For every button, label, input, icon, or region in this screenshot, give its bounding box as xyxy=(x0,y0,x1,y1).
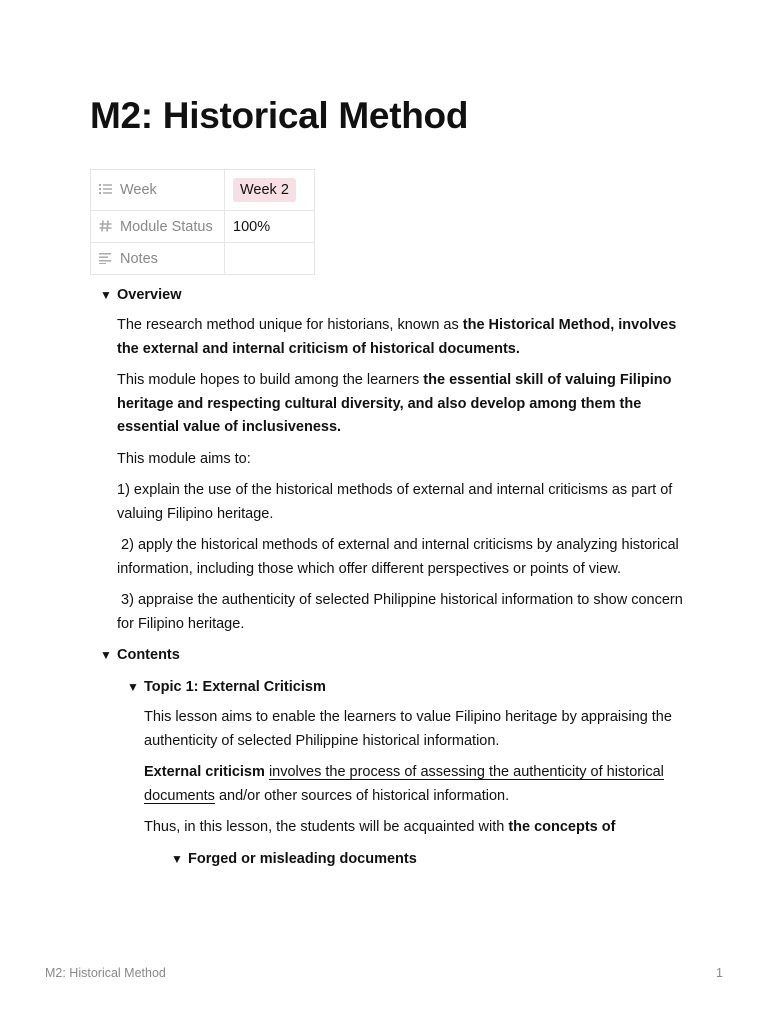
property-row-module-status xyxy=(91,211,315,243)
paragraph: This module hopes to build among the learners the essential skill of valuing Filipino heritage and respecting cultural diversity, and also develop among them the essential value of inclusiveness. xyxy=(117,372,672,435)
properties-table xyxy=(90,169,315,275)
property-label: Module Status xyxy=(120,218,213,235)
toggle-overview[interactable] xyxy=(100,284,690,306)
property-key-notes xyxy=(91,243,225,275)
overview-body xyxy=(100,314,690,636)
aim-item: 2) apply the historical methods of external and internal criticisms by analyzing historical information, including those which offer different perspectives or points of view. xyxy=(117,537,683,577)
week-tag[interactable]: Week 2 xyxy=(233,178,296,202)
property-key-module-status xyxy=(91,211,225,243)
paragraph: The research method unique for historians, known as the Historical Method, involves the external and internal criticism of historical documents. xyxy=(117,317,677,357)
toggle-open-icon[interactable]: ▼ xyxy=(171,851,183,866)
text-lines-icon xyxy=(99,252,112,264)
property-value-week[interactable] xyxy=(225,170,315,211)
bold-text: External criticism xyxy=(144,764,265,780)
property-value-module-status[interactable]: 100% xyxy=(225,211,315,243)
toggle-open-icon[interactable]: ▼ xyxy=(100,288,112,302)
property-label: Week xyxy=(120,182,157,198)
paragraph: This lesson aims to enable the learners to value Filipino heritage by appraising the authenticity of selected Philippine historical information. xyxy=(144,709,672,749)
paragraph: This module aims to: xyxy=(117,450,251,467)
underlined-text: involves the process of assessing the authenticity of historical documents xyxy=(144,764,664,804)
property-value-notes[interactable] xyxy=(225,243,315,275)
toggle-heading: Forged or misleading documents xyxy=(188,850,417,867)
footer-page-number: 1 xyxy=(716,966,723,980)
toggle-topic-1[interactable] xyxy=(127,676,690,698)
subtoggle-container xyxy=(144,848,690,870)
page-content xyxy=(100,284,690,870)
toggle-forged-documents[interactable] xyxy=(171,848,690,870)
contents-body xyxy=(100,676,690,870)
bold-text: the essential skill of valuing Filipino heritage and respecting cultural diversity, and also develop among them the essential value of inclusiveness. xyxy=(117,372,672,435)
property-row-week xyxy=(91,170,315,211)
toggle-open-icon[interactable]: ▼ xyxy=(127,680,139,694)
list-icon xyxy=(99,183,112,195)
toggle-contents[interactable] xyxy=(100,644,690,666)
property-label: Notes xyxy=(120,250,158,267)
hash-icon xyxy=(99,220,112,232)
aim-item: 1) explain the use of the historical methods of external and internal criticisms as part of valuing Filipino heritage. xyxy=(117,482,673,522)
bold-text: the concepts of xyxy=(508,819,616,835)
footer-title: M2: Historical Method xyxy=(45,966,166,980)
property-key-week xyxy=(91,170,225,211)
aim-item: 3) appraise the authenticity of selected Philippine historical information to show concern for Filipino heritage. xyxy=(117,592,687,632)
page-title: M2: Historical Method xyxy=(90,95,469,136)
toggle-heading: Overview xyxy=(117,287,182,303)
paragraph: Thus, in this lesson, the students will be acquainted with the concepts of xyxy=(144,819,616,835)
bold-text: the Historical Method, involves the external and internal criticism of historical documents. xyxy=(117,317,677,357)
toggle-heading: Topic 1: External Criticism xyxy=(144,679,326,695)
toggle-open-icon[interactable]: ▼ xyxy=(100,648,112,662)
toggle-heading: Contents xyxy=(117,647,180,663)
paragraph: External criticism involves the process of assessing the authenticity of historical documents and/or other sources of historical information. xyxy=(144,764,664,804)
property-row-notes xyxy=(91,243,315,275)
topic-1-body xyxy=(127,706,690,870)
